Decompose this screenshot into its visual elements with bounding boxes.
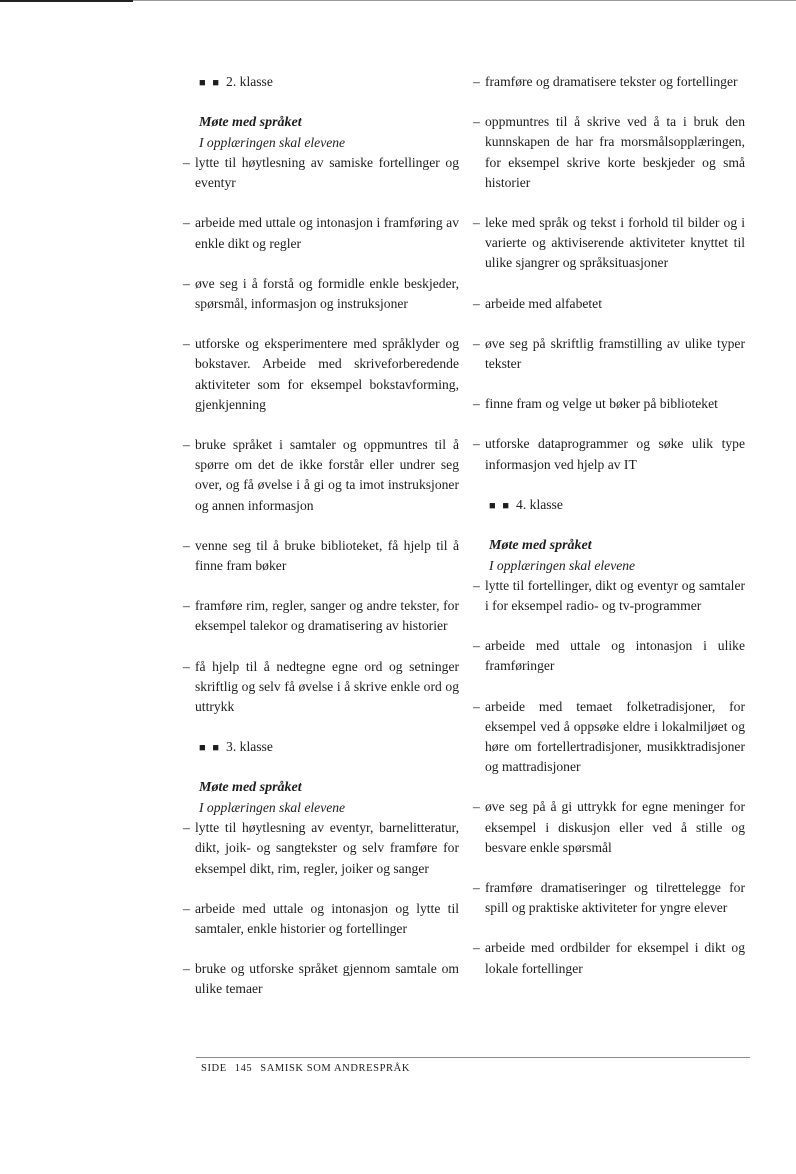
dash-marker: –	[183, 336, 190, 352]
dash-marker: –	[473, 436, 480, 452]
list-item-text: utforske og eksperimentere med språklyder og bokstaver. Arbeide med skriveforberedende aktiviteter som for eksempel bokstavforming, gjenkjenning	[195, 336, 459, 412]
list-item	[473, 636, 745, 676]
list-item-text: arbeide med ordbilder for eksempel i dikt og lokale fortellinger	[485, 940, 745, 976]
section-heading-2	[183, 72, 459, 93]
list-item-text: lytte til høytlesning av samiske fortellinger og eventyr	[195, 155, 459, 191]
dash-marker: –	[183, 437, 190, 453]
list-item-text: framføre dramatiseringer og tilrettelegge for spill og praktiske aktiviteter for yngre elever	[485, 880, 745, 916]
list-item-text: lytte til høytlesning av eventyr, barnelitteratur, dikt, joik- og sangtekster og selv framføre for eksempel dikt, rim, regler, joiker og sanger	[195, 820, 459, 876]
subsection-title: Møte med språket	[489, 537, 592, 553]
list-item-text: arbeide med uttale og intonasjon i ulike framføringer	[485, 638, 745, 674]
list-item	[183, 536, 459, 576]
list-item-text: bruke og utforske språket gjennom samtale om ulike temaer	[195, 961, 459, 997]
list-item	[183, 818, 459, 879]
subsection-title: Møte med språket	[199, 115, 302, 130]
dash-marker: –	[183, 215, 190, 231]
list-item-text: arbeide med uttale og intonasjon og lytte til samtaler, enkle historier og fortellinger	[195, 900, 459, 937]
section-heading-3	[183, 737, 459, 758]
list-item	[473, 213, 745, 274]
list-item-text: øve seg i å forstå og formidle enkle beskjeder, spørsmål, informasjon og instruksjoner	[195, 275, 459, 312]
list-item	[473, 394, 745, 414]
item-list-continued	[473, 72, 745, 475]
footer-title: SAMISK SOM ANDRESPRÅK	[260, 1063, 411, 1074]
section-title: 3. klasse	[226, 739, 273, 755]
section-title: 2. klasse	[226, 74, 273, 89]
dash-marker: –	[183, 598, 190, 614]
section-marker-icon: ■ ■	[199, 742, 222, 755]
list-item	[473, 334, 745, 374]
dash-marker: –	[183, 658, 190, 674]
list-item-text: øve seg på skriftlig framstilling av ulike typer tekster	[485, 335, 745, 372]
list-item	[473, 112, 745, 193]
dash-marker: –	[473, 638, 480, 654]
dash-marker: –	[473, 295, 480, 311]
left-column	[183, 72, 459, 1020]
list-item	[183, 153, 459, 193]
list-item-text: lytte til fortellinger, dikt og eventyr og samtaler i for eksempel radio- og tv-programmer	[485, 577, 745, 614]
list-item-text: arbeide med alfabetet	[485, 295, 602, 311]
item-list-section-4	[473, 576, 745, 979]
list-item-text: øve seg på å gi uttrykk for egne meninger for eksempel i diskusjon eller ved å stille og besvare enkle spørsmål	[485, 799, 745, 855]
list-item-text: få hjelp til å nedtegne egne ord og setninger skriftlig og selv få øvelse i å skrive enkle ord og uttrykk	[195, 658, 459, 715]
dash-marker: –	[183, 961, 190, 977]
list-item	[183, 657, 459, 718]
list-item	[473, 72, 745, 92]
list-item	[183, 274, 459, 314]
list-item-text: bruke språket i samtaler og oppmuntres til å spørre om det de ikke forstår eller undrer seg over, og få øvelse i å gi og ta imot instruksjoner og annen informasjon	[195, 437, 459, 513]
list-item	[473, 938, 745, 978]
list-item	[183, 334, 459, 415]
dash-marker: –	[473, 74, 480, 89]
section-title: 4. klasse	[516, 496, 563, 512]
top-edge-rule	[0, 0, 133, 2]
dash-marker: –	[473, 577, 480, 593]
footer-side-label: SIDE	[201, 1063, 227, 1074]
dash-marker: –	[473, 940, 480, 956]
top-edge-rule-thin	[133, 0, 796, 1]
subsection-intro: I opplæringen skal elevene	[199, 135, 346, 150]
list-item-text: arbeide med uttale og intonasjon i framføring av enkle dikt og regler	[195, 215, 459, 251]
list-item-text: utforske dataprogrammer og søke ulik type informasjon ved hjelp av IT	[485, 436, 745, 472]
list-item-text: finne fram og velge ut bøker på biblioteket	[485, 396, 718, 412]
list-item	[473, 576, 745, 616]
item-list-section-2	[183, 153, 459, 717]
list-item-text: oppmuntres til å skrive ved å ta i bruk den kunnskapen de har fra morsmålsopplæringen, for eksempel skrive korte beskjeder og små historier	[485, 114, 745, 190]
dash-marker: –	[473, 880, 480, 896]
dash-marker: –	[473, 335, 480, 351]
page-number: 145	[234, 1063, 253, 1074]
list-item-text: framføre og dramatisere tekster og fortellinger	[485, 74, 738, 89]
dash-marker: –	[473, 114, 480, 130]
dash-marker: –	[473, 698, 480, 714]
section-heading-4	[473, 495, 745, 516]
right-column	[473, 72, 745, 999]
list-item	[183, 213, 459, 253]
dash-marker: –	[473, 396, 480, 412]
dash-marker: –	[183, 275, 190, 291]
dash-marker: –	[183, 537, 190, 553]
list-item	[183, 596, 459, 636]
list-item	[473, 434, 745, 474]
list-item-text: arbeide med temaet folketradisjoner, for eksempel ved å oppsøke eldre i lokalmiljøet og høre om fortellertradisjoner, musikktradisjoner og mattradisjoner	[485, 698, 745, 775]
subsection-title: Møte med språket	[199, 780, 302, 796]
list-item	[473, 697, 745, 778]
list-item-text: framføre rim, regler, sanger og andre tekster, for eksempel talekor og dramatisering av historier	[195, 598, 459, 634]
list-item	[183, 959, 459, 999]
section-marker-icon: ■ ■	[489, 499, 512, 512]
dash-marker: –	[183, 155, 190, 170]
subsection-intro: I opplæringen skal elevene	[489, 557, 636, 573]
list-item	[183, 899, 459, 939]
list-item	[473, 878, 745, 918]
subsection-intro: I opplæringen skal elevene	[199, 800, 346, 816]
item-list-section-3	[183, 818, 459, 999]
section-marker-icon: ■ ■	[199, 77, 222, 89]
page-footer	[201, 1063, 418, 1074]
list-item-text: venne seg til å bruke biblioteket, få hjelp til å finne fram bøker	[195, 537, 459, 574]
footer-rule	[196, 1057, 750, 1058]
dash-marker: –	[473, 215, 480, 231]
list-item-text: leke med språk og tekst i forhold til bilder og i varierte og aktiviserende aktiviteter knyttet til ulike sjangrer og språksituasjoner	[485, 215, 745, 271]
list-item	[473, 797, 745, 858]
dash-marker: –	[473, 799, 480, 815]
dash-marker: –	[183, 900, 190, 916]
dash-marker: –	[183, 820, 190, 836]
list-item	[183, 435, 459, 516]
list-item	[473, 294, 745, 314]
